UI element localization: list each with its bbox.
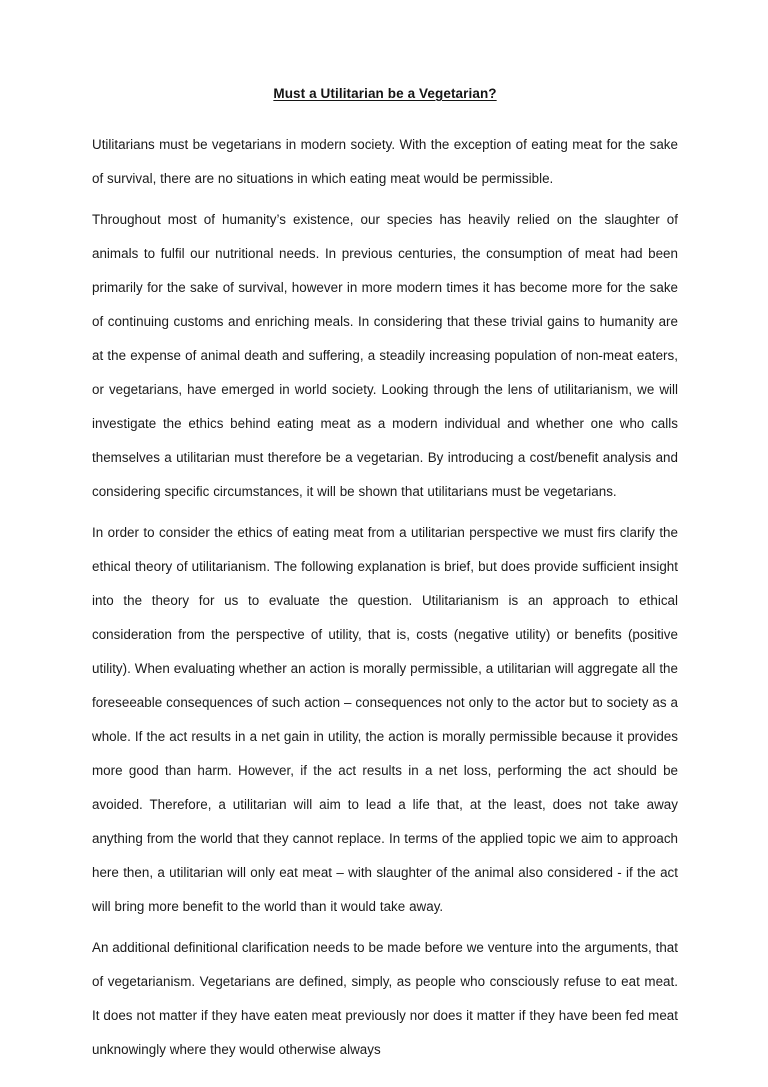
page-title: Must a Utilitarian be a Vegetarian? [273,86,497,101]
paragraph-3: In order to consider the ethics of eating meat from a utilitarian perspective we must firs clarify the ethical theory of utilitarianism. The following explanation is brief, but does provide sufficient insight into the theory for us to evaluate the question. Utilitarianism is an approach to ethical consideration from the perspective of utility, that is, costs (negative utility) or benefits (positive utility). When evaluating whether an action is morally permissible, a utilitarian will aggregate all the foreseeable consequences of such action – consequences not only to the actor but to society as a whole. If the act results in a net gain in utility, the action is morally permissible because it provides more good than harm. However, if the act results in a net loss, performing the act should be avoided. Therefore, a utilitarian will aim to lead a life that, at the least, does not take away anything from the world that they cannot replace. In terms of the applied topic we aim to approach here then, a utilitarian will only eat meat – with slaughter of the animal also considered - if the act will bring more benefit to the world than it would take away. [92,525,678,914]
paragraph-2: Throughout most of humanity’s existence, our species has heavily relied on the slaughter of animals to fulfil our nutritional needs. In previous centuries, the consumption of meat had been primarily for the sake of survival, however in more modern times it has become more for the sake of continuing customs and enriching meals. In considering that these trivial gains to humanity are at the expense of animal death and suffering, a steadily increasing population of non-meat eaters, or vegetarians, have emerged in world society. Looking through the lens of utilitarianism, we will investigate the ethics behind eating meat as a modern individual and whether one who calls themselves a utilitarian must therefore be a vegetarian. By introducing a cost/benefit analysis and considering specific circumstances, it will be shown that utilitarians must be vegetarians. [92,212,678,499]
paragraph-4: An additional definitional clarification needs to be made before we venture into the arguments, that of vegetarianism. Vegetarians are defined, simply, as people who consciously refuse to eat meat. It does not matter if they have eaten meat previously nor does it matter if they have been fed meat unknowingly where they would otherwise always [92,940,678,1057]
paragraph-1: Utilitarians must be vegetarians in modern society. With the exception of eating meat for the sake of survival, there are no situations in which eating meat would be permissible. [92,137,678,186]
document-content [92,84,678,1067]
